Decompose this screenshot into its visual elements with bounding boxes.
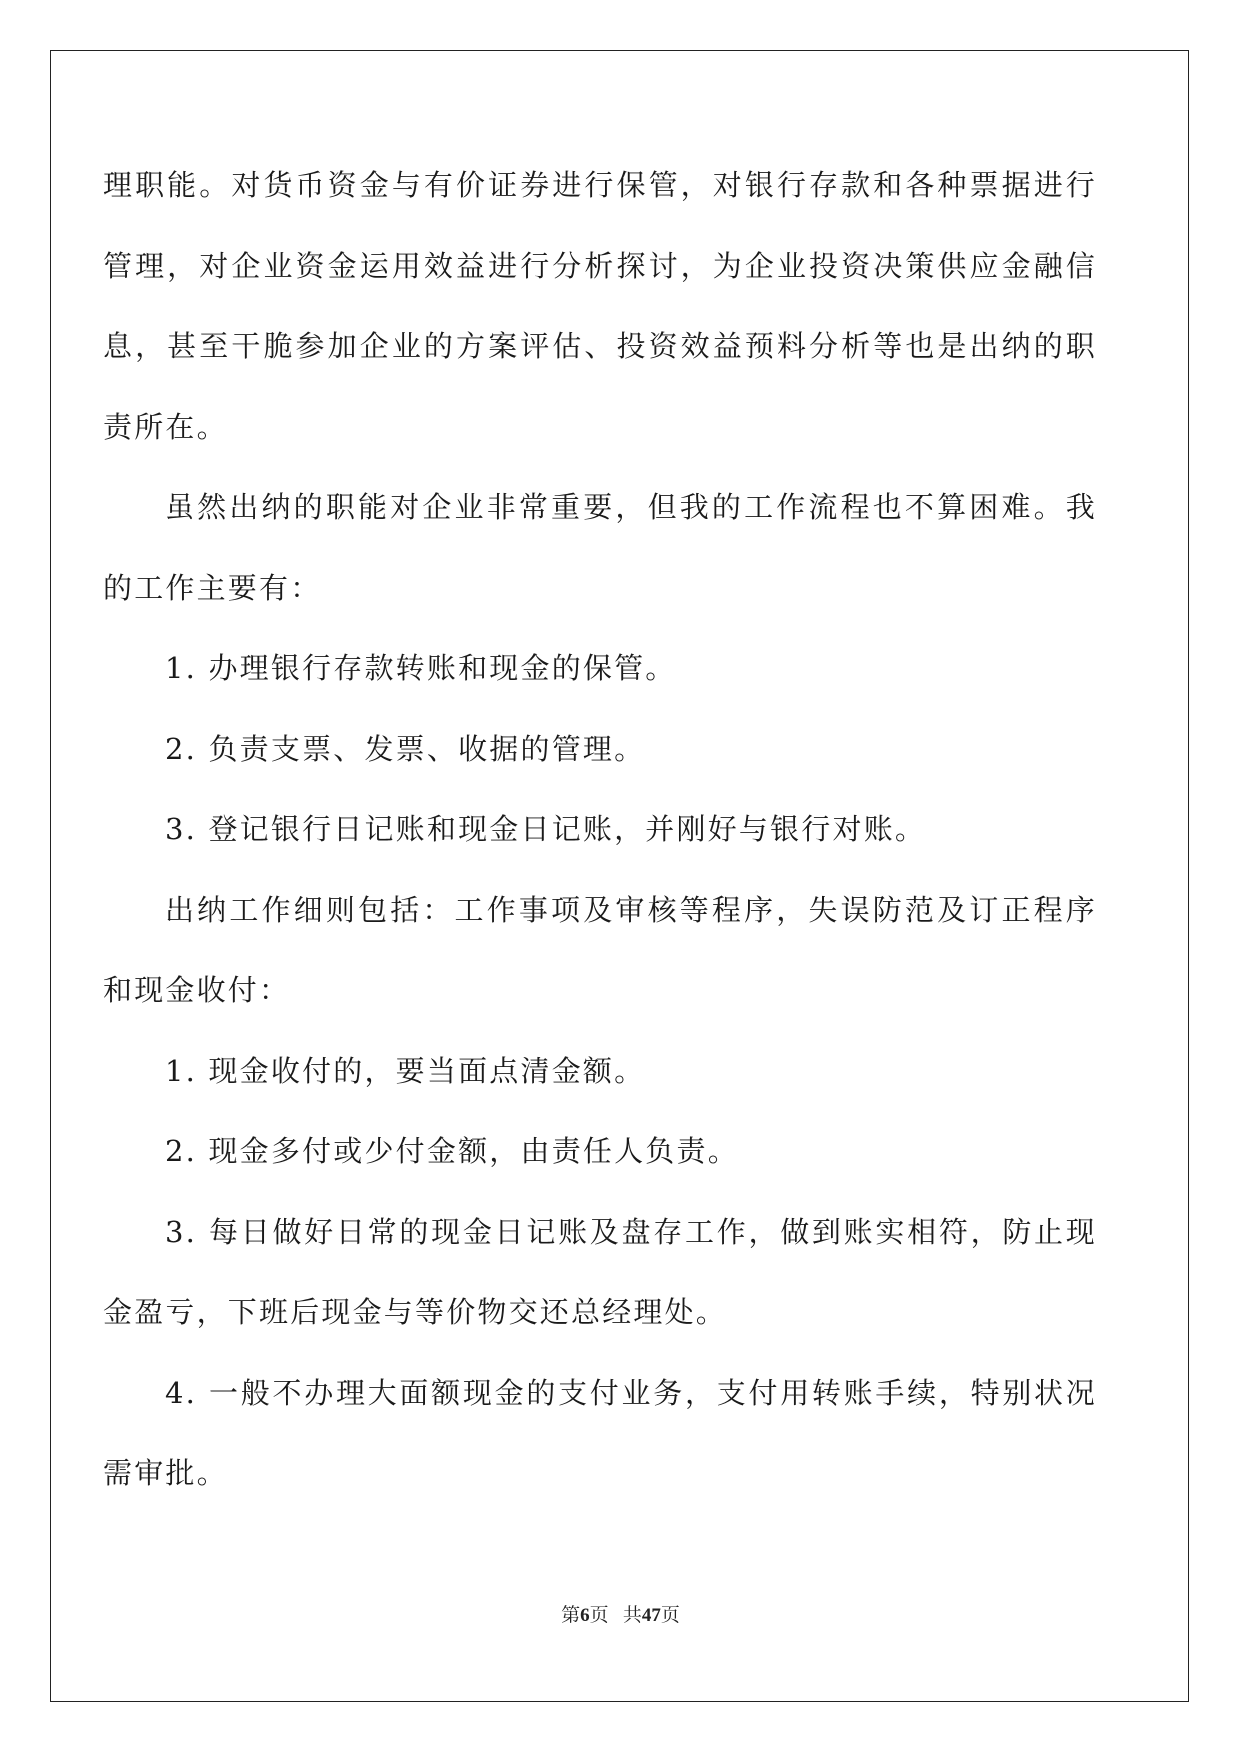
- total-suffix: 页: [660, 1605, 680, 1626]
- page-footer: [0, 1600, 1241, 1627]
- page-suffix: 页: [589, 1605, 609, 1626]
- list-item: 2. 负责支票、发票、收据的管理。: [165, 731, 646, 766]
- paragraph: 理职能。对货币资金与有价证券进行保管，对银行存款和各种票据进行管理，对企业资金运用效益进行分析探讨，为企业投资决策供应金融信息，甚至干脆参加企业的方案评估、投资效益预料分析等也是出纳的职责所在。: [103, 168, 1097, 444]
- list-item: 3. 登记银行日记账和现金日记账，并刚好与银行对账。: [165, 812, 927, 846]
- page-number: 6: [580, 1605, 590, 1626]
- page-prefix: 第: [561, 1605, 581, 1626]
- paragraph: 虽然出纳的职能对企业非常重要，但我的工作流程也不算困难。我的工作主要有：: [103, 490, 1097, 605]
- list-item: 3. 每日做好日常的现金日记账及盘存工作，做到账实相符，防止现金盈亏，下班后现金与等价物交还总经理处。: [103, 1214, 1097, 1329]
- document-body: [103, 145, 1097, 1514]
- paragraph: 出纳工作细则包括：工作事项及审核等程序，失误防范及订正程序和现金收付：: [103, 892, 1097, 1007]
- list-item: 1. 办理银行存款转账和现金的保管。: [165, 651, 677, 685]
- total-prefix: 共: [622, 1605, 642, 1626]
- list-item: 4. 一般不办理大面额现金的支付业务，支付用转账手续，特别状况需审批。: [103, 1375, 1097, 1490]
- list-item: 1. 现金收付的，要当面点清金额。: [165, 1053, 646, 1088]
- total-pages: 47: [641, 1605, 661, 1626]
- list-item: 2. 现金多付或少付金额，由责任人负责。: [165, 1134, 739, 1168]
